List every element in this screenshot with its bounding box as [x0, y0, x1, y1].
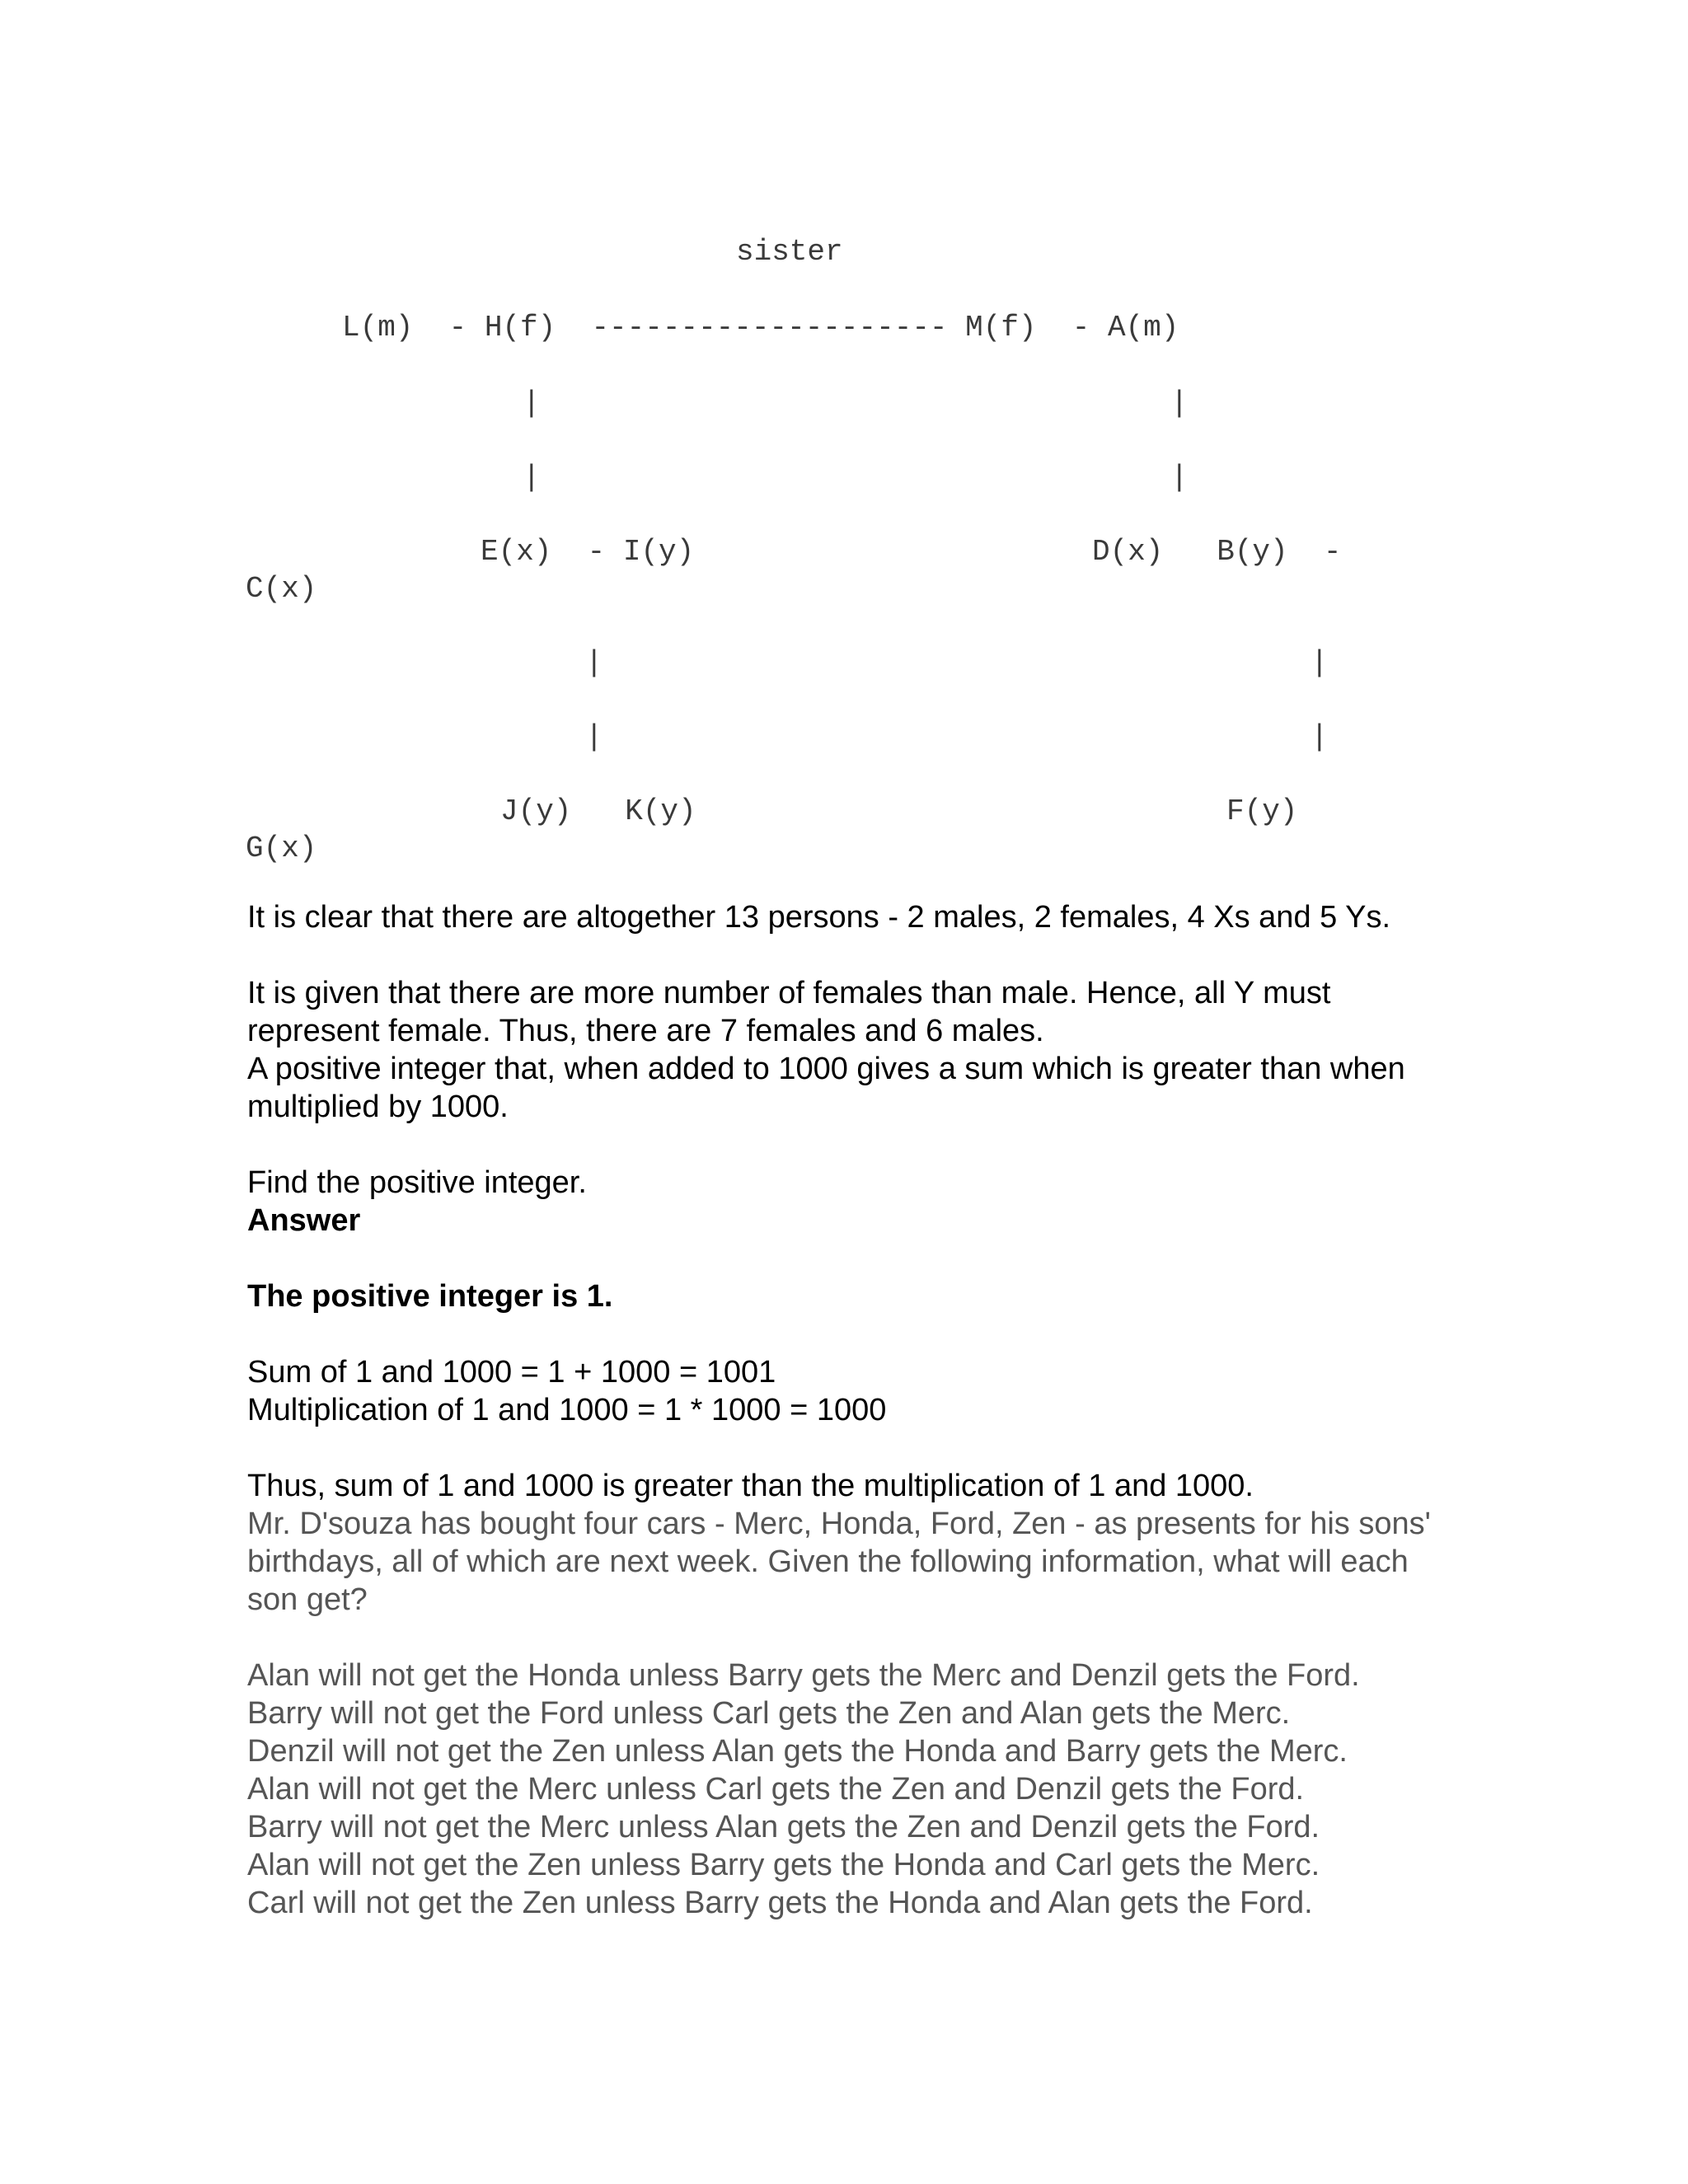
sister-label: sister [736, 235, 843, 269]
connector-pipe: | [585, 646, 603, 680]
cars-puzzle-intro: Mr. D'souza has bought four cars - Merc, Honda, Ford, Zen - as presents for his sons' birthdays, all of which are next week. Given the following information, what will each son get? [247, 1507, 1431, 1617]
sum-line: Sum of 1 and 1000 = 1 + 1000 = 1001 [247, 1355, 776, 1390]
cars-rule: Alan will not get the Merc unless Carl gets the Zen and Denzil gets the Ford. [247, 1772, 1305, 1807]
multiplication-line: Multiplication of 1 and 1000 = 1 * 1000 = 1000 [247, 1393, 887, 1427]
answer-heading: Answer [247, 1203, 361, 1238]
connector-pipe: | [523, 387, 541, 420]
cars-rule: Denzil will not get the Zen unless Alan gets the Honda and Barry gets the Merc. [247, 1734, 1348, 1769]
generation-2-left: E(x) - I(y) [481, 535, 695, 569]
connector-pipe: | [1170, 461, 1189, 494]
generation-2-right: D(x) B(y) - [1092, 535, 1342, 569]
connector-pipe: | [523, 461, 541, 494]
paragraph-find-integer: Find the positive integer. [247, 1165, 587, 1200]
generation-2-overflow: C(x) [246, 572, 317, 606]
cars-rule: Barry will not get the Merc unless Alan gets the Zen and Denzil gets the Ford. [247, 1810, 1320, 1844]
paragraph-persons-count: It is clear that there are altogether 13 persons - 2 males, 2 females, 4 Xs and 5 Ys. [247, 900, 1391, 935]
connector-pipe: | [585, 720, 603, 754]
generation-3-overflow: G(x) [246, 832, 317, 865]
connector-pipe: | [1311, 720, 1329, 754]
connector-pipe: | [1311, 646, 1329, 680]
cars-rule: Alan will not get the Zen unless Barry gets the Honda and Carl gets the Merc. [247, 1848, 1320, 1882]
connector-pipe: | [1170, 387, 1189, 420]
paragraph-females-males: It is given that there are more number of females than male. Hence, all Y must represent female. Thus, there are 7 females and 6 males. [247, 976, 1331, 1048]
paragraph-integer-puzzle: A positive integer that, when added to 1000 gives a sum which is greater than when multiplied by 1000. [247, 1052, 1405, 1124]
generation-1-line: L(m) - H(f) -------------------- M(f) - A(m) [342, 311, 1179, 344]
cars-rule: Alan will not get the Honda unless Barry gets the Merc and Denzil gets the Ford. [247, 1658, 1360, 1693]
generation-3-right: F(y) [1226, 794, 1298, 828]
cars-rule: Barry will not get the Ford unless Carl gets the Zen and Alan gets the Merc. [247, 1696, 1291, 1731]
cars-rule: Carl will not get the Zen unless Barry gets the Honda and Alan gets the Ford. [247, 1886, 1313, 1920]
conclusion-line: Thus, sum of 1 and 1000 is greater than the multiplication of 1 and 1000. [247, 1469, 1254, 1503]
document-body [247, 898, 1442, 1922]
generation-3-left: J(y) K(y) [500, 794, 696, 828]
answer-statement: The positive integer is 1. [247, 1279, 613, 1314]
